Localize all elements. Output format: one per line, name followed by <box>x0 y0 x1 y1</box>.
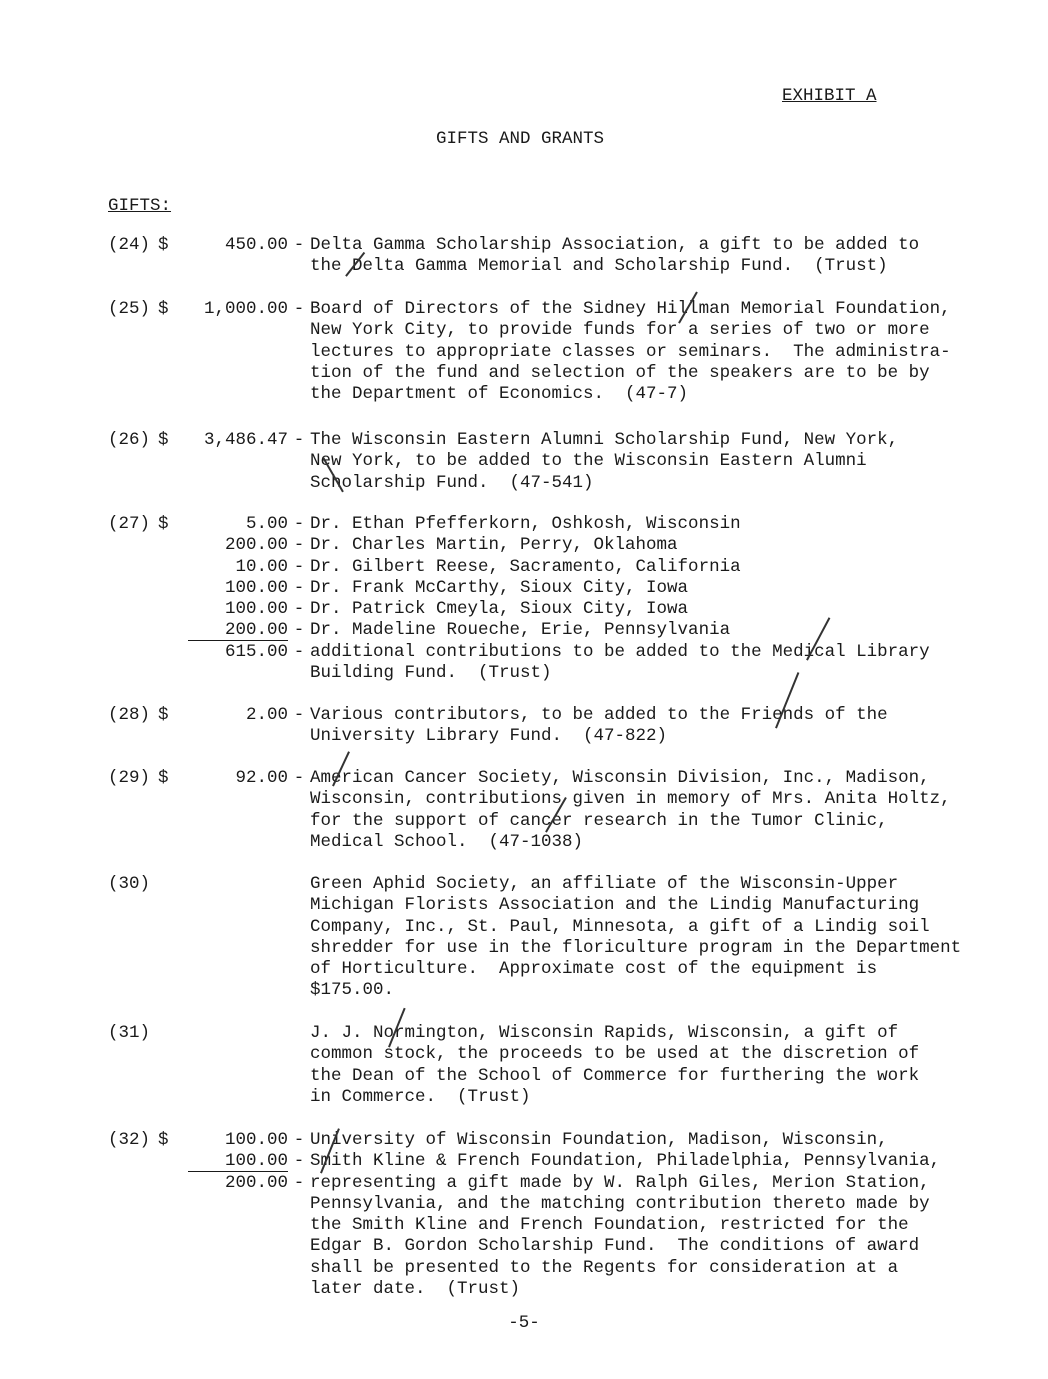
entry-line <box>108 320 988 341</box>
separator-dash: - <box>293 599 305 620</box>
entry-line <box>108 514 988 535</box>
gift-entry <box>108 1023 988 1108</box>
entry-line <box>108 1173 988 1194</box>
entry-line <box>108 874 988 895</box>
entry-line <box>108 980 988 1001</box>
entry-line <box>108 1130 988 1151</box>
entry-number: (30) <box>108 874 151 894</box>
entry-line <box>108 832 988 853</box>
gift-entry <box>108 874 988 1002</box>
entry-line <box>108 789 988 810</box>
entry-amount: 10.00 <box>235 556 288 577</box>
entry-text: later date. (Trust) <box>310 1279 521 1300</box>
entry-text: of Horticulture. Approximate cost of the equipment is <box>310 959 878 980</box>
dollar-sign: $ <box>158 705 169 725</box>
entry-text: $175.00. <box>310 980 395 1001</box>
entry-amount: 1,000.00 <box>203 299 288 319</box>
entry-text: in Commerce. (Trust) <box>310 1086 531 1107</box>
dollar-sign: $ <box>158 514 169 534</box>
separator-dash: - <box>293 577 305 598</box>
entry-amount: 5.00 <box>245 514 288 534</box>
entry-amount: 615.00 <box>224 641 288 662</box>
entry-amount: 450.00 <box>224 235 288 255</box>
entry-text: lectures to appropriate classes or seminars. The administra- <box>310 341 951 362</box>
entry-line <box>108 557 988 578</box>
entry-line <box>108 473 988 494</box>
separator-dash: - <box>293 514 305 534</box>
entry-line <box>108 342 988 363</box>
entry-text: The Wisconsin Eastern Alumni Scholarship Fund, New York, <box>310 430 899 450</box>
entry-line <box>108 1236 988 1257</box>
entry-line <box>108 1023 988 1044</box>
entry-amount: 2.00 <box>245 705 288 725</box>
entry-text: Dr. Madeline Roueche, Erie, Pennsylvania <box>310 620 731 641</box>
entry-line <box>108 1279 988 1300</box>
exhibit-label: EXHIBIT A <box>782 86 877 106</box>
entry-text: tion of the fund and selection of the speakers are to be by <box>310 362 930 383</box>
entry-text: Dr. Charles Martin, Perry, Oklahoma <box>310 535 678 556</box>
entry-number: (27) <box>108 514 151 534</box>
entry-line <box>108 363 988 384</box>
gift-entry <box>108 430 988 494</box>
entry-number: (32) <box>108 1130 151 1150</box>
entry-text: Pennsylvania, and the matching contribution thereto made by <box>310 1193 930 1214</box>
entry-amount: 100.00 <box>188 1151 288 1172</box>
dollar-sign: $ <box>158 1130 169 1150</box>
gift-entry <box>108 299 988 405</box>
separator-dash: - <box>293 535 305 556</box>
entry-line <box>108 535 988 556</box>
entry-number: (26) <box>108 430 151 450</box>
entry-amount: 100.00 <box>224 577 288 598</box>
entry-text: Board of Directors of the Sidney Hillman Memorial Foundation, <box>310 299 951 319</box>
entry-text: the Smith Kline and French Foundation, restricted for the <box>310 1215 909 1236</box>
dollar-sign: $ <box>158 430 169 450</box>
entry-text: American Cancer Society, Wisconsin Division, Inc., Madison, <box>310 768 930 788</box>
entry-line <box>108 1044 988 1065</box>
entry-number: (24) <box>108 235 151 255</box>
entry-number: (29) <box>108 768 151 788</box>
separator-dash: - <box>293 768 305 788</box>
entry-text: New York City, to provide funds for a series of two or more <box>310 320 930 341</box>
entry-line <box>108 917 988 938</box>
entry-amount: 92.00 <box>235 768 288 788</box>
entry-text: additional contributions to be added to the Medical Library <box>310 641 930 662</box>
entry-text: Medical School. (47-1038) <box>310 831 584 852</box>
separator-dash: - <box>293 430 305 450</box>
entry-line <box>108 299 988 320</box>
entry-line <box>108 235 988 256</box>
entry-text: J. J. Normington, Wisconsin Rapids, Wisconsin, a gift of <box>310 1023 899 1043</box>
entry-amount: 100.00 <box>224 1130 288 1150</box>
dollar-sign: $ <box>158 235 169 255</box>
entry-text: Wisconsin, contributions given in memory of Mrs. Anita Holtz, <box>310 789 951 810</box>
entry-line <box>108 1087 988 1108</box>
entry-line <box>108 578 988 599</box>
separator-dash: - <box>293 620 305 641</box>
separator-dash: - <box>293 235 305 255</box>
entry-amount: 100.00 <box>224 599 288 620</box>
entry-line <box>108 642 988 663</box>
entry-line <box>108 599 988 620</box>
separator-dash: - <box>293 299 305 319</box>
entry-line <box>108 1215 988 1236</box>
entry-amount: 200.00 <box>224 535 288 556</box>
entry-amount: 200.00 <box>188 620 288 641</box>
entry-number: (31) <box>108 1023 151 1043</box>
entry-text: Delta Gamma Scholarship Association, a gift to be added to <box>310 235 920 255</box>
entry-text: the Dean of the School of Commerce for furthering the work <box>310 1065 920 1086</box>
entry-text: Edgar B. Gordon Scholarship Fund. The conditions of award <box>310 1236 920 1257</box>
entry-number: (25) <box>108 299 151 319</box>
entry-text: for the support of cancer research in the Tumor Clinic, <box>310 810 888 831</box>
entry-line <box>108 959 988 980</box>
entry-text: the Delta Gamma Memorial and Scholarship Fund. (Trust) <box>310 256 888 277</box>
entry-text: the Department of Economics. (47-7) <box>310 384 689 405</box>
entry-text: Dr. Ethan Pfefferkorn, Oshkosh, Wisconsin <box>310 514 741 534</box>
entry-text: Scholarship Fund. (47-541) <box>310 472 594 493</box>
entry-amount: 3,486.47 <box>203 430 288 450</box>
gift-entry <box>108 1130 988 1300</box>
separator-dash: - <box>293 705 305 725</box>
gift-entry <box>108 235 988 278</box>
entry-text: shall be presented to the Regents for consideration at a <box>310 1257 899 1278</box>
entry-text: Building Fund. (Trust) <box>310 663 552 684</box>
entry-line <box>108 256 988 277</box>
entry-line <box>108 726 988 747</box>
entry-text: Dr. Gilbert Reese, Sacramento, California <box>310 556 741 577</box>
entry-text: representing a gift made by W. Ralph Giles, Merion Station, <box>310 1172 930 1193</box>
entry-amount: 200.00 <box>224 1172 288 1193</box>
gift-entry <box>108 705 988 748</box>
entry-text: Dr. Patrick Cmeyla, Sioux City, Iowa <box>310 599 689 620</box>
separator-dash: - <box>293 556 305 577</box>
dollar-sign: $ <box>158 768 169 788</box>
entry-line <box>108 705 988 726</box>
entry-text: Dr. Frank McCarthy, Sioux City, Iowa <box>310 577 689 598</box>
entry-text: Smith Kline & French Foundation, Philadelphia, Pennsylvania, <box>310 1151 941 1172</box>
entry-text: Michigan Florists Association and the Lindig Manufacturing <box>310 895 920 916</box>
entry-line <box>108 620 988 641</box>
entry-text: shredder for use in the floriculture program in the Department <box>310 937 962 958</box>
separator-dash: - <box>293 1172 305 1193</box>
separator-dash: - <box>293 641 305 662</box>
dollar-sign: $ <box>158 299 169 319</box>
entry-text: Company, Inc., St. Paul, Minnesota, a gift of a Lindig soil <box>310 916 930 937</box>
page-number: -5- <box>508 1313 540 1333</box>
entry-line <box>108 895 988 916</box>
entry-text: Green Aphid Society, an affiliate of the Wisconsin-Upper <box>310 874 899 894</box>
entry-line <box>108 1194 988 1215</box>
section-heading-gifts: GIFTS: <box>108 196 172 216</box>
gift-entry <box>108 768 988 853</box>
entry-line <box>108 1151 988 1172</box>
separator-dash: - <box>293 1130 305 1150</box>
entry-line <box>108 451 988 472</box>
gift-entry <box>108 514 988 684</box>
page-title: GIFTS AND GRANTS <box>435 129 605 149</box>
entry-text: Various contributors, to be added to the Friends of the <box>310 705 888 725</box>
separator-dash: - <box>293 1151 305 1172</box>
entry-text: University Library Fund. (47-822) <box>310 726 668 747</box>
entry-number: (28) <box>108 705 151 725</box>
entry-line <box>108 768 988 789</box>
entry-text: New York, to be added to the Wisconsin Eastern Alumni <box>310 451 867 472</box>
entry-line <box>108 384 988 405</box>
entry-line <box>108 1258 988 1279</box>
entry-line <box>108 938 988 959</box>
entry-line <box>108 1066 988 1087</box>
entry-text: common stock, the proceeds to be used at the discretion of <box>310 1044 920 1065</box>
entry-text: University of Wisconsin Foundation, Madison, Wisconsin, <box>310 1130 888 1150</box>
entry-line <box>108 663 988 684</box>
entry-line <box>108 430 988 451</box>
